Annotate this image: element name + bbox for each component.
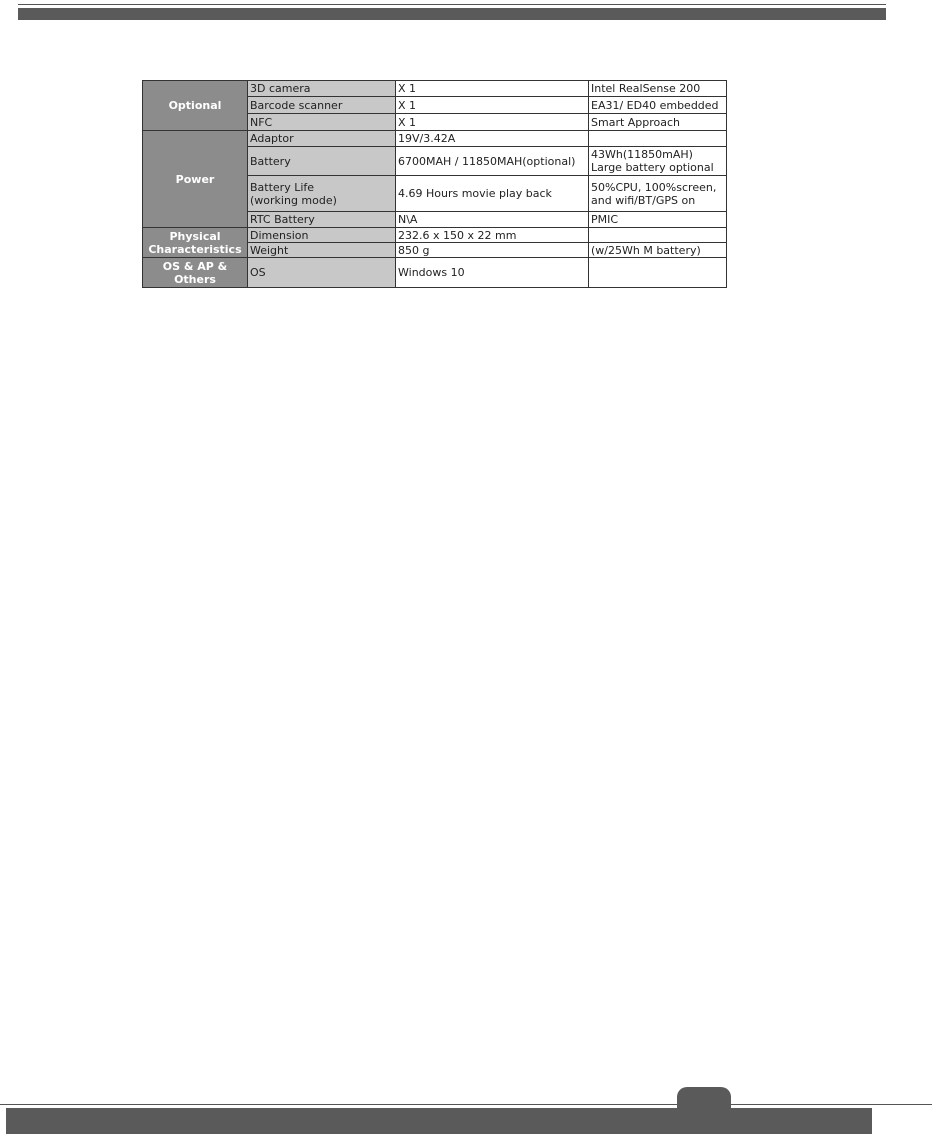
category-line: Others <box>174 272 216 286</box>
category-optional: Optional <box>143 81 248 131</box>
table-row <box>143 81 727 97</box>
header-rule <box>18 4 886 5</box>
note-line: 43Wh(11850mAH) <box>591 148 693 161</box>
value-cell: Windows 10 <box>396 258 589 288</box>
category-line: Characteristics <box>148 242 242 256</box>
item-cell: 3D camera <box>248 81 396 97</box>
value-cell: X 1 <box>396 81 589 97</box>
table-row <box>143 258 727 288</box>
note-cell <box>589 131 727 147</box>
table-row <box>143 131 727 147</box>
item-cell: Battery <box>248 147 396 176</box>
note-cell: (w/25Wh M battery) <box>589 243 727 258</box>
item-line: (working mode) <box>250 193 337 207</box>
note-cell: Intel RealSense 200 <box>589 81 727 97</box>
category-power: Power <box>143 131 248 228</box>
value-cell: X 1 <box>396 97 589 114</box>
note-cell <box>589 147 727 176</box>
category-physical <box>143 228 248 258</box>
value-cell: 6700MAH / 11850MAH(optional) <box>396 147 589 176</box>
footer-bar <box>6 1093 872 1134</box>
value-cell: N\A <box>396 212 589 228</box>
note-cell <box>589 176 727 212</box>
item-cell: RTC Battery <box>248 212 396 228</box>
category-line: Physical <box>169 229 221 243</box>
value-cell: 232.6 x 150 x 22 mm <box>396 228 589 243</box>
value-cell: 850 g <box>396 243 589 258</box>
header-bar <box>18 8 886 20</box>
value-cell: X 1 <box>396 114 589 131</box>
item-cell: OS <box>248 258 396 288</box>
footer-bar-fill <box>6 1108 872 1134</box>
note-cell: EA31/ ED40 embedded <box>589 97 727 114</box>
value-cell: 19V/3.42A <box>396 131 589 147</box>
note-line: and wifi/BT/GPS on <box>591 193 696 207</box>
item-cell: Barcode scanner <box>248 97 396 114</box>
spec-table <box>142 80 727 288</box>
item-cell: Weight <box>248 243 396 258</box>
table-row <box>143 228 727 243</box>
item-line: Battery Life <box>250 180 315 194</box>
item-cell: Dimension <box>248 228 396 243</box>
item-cell <box>248 176 396 212</box>
note-cell <box>589 258 727 288</box>
item-cell: NFC <box>248 114 396 131</box>
note-cell: Smart Approach <box>589 114 727 131</box>
note-cell: PMIC <box>589 212 727 228</box>
category-line: OS & AP & <box>162 259 228 273</box>
value-cell: 4.69 Hours movie play back <box>396 176 589 212</box>
category-os <box>143 258 248 288</box>
item-cell: Adaptor <box>248 131 396 147</box>
note-cell <box>589 228 727 243</box>
note-line: 50%CPU, 100%screen, <box>591 180 717 194</box>
note-line: Large battery optional <box>591 161 714 174</box>
page-number-tab <box>677 1087 731 1115</box>
